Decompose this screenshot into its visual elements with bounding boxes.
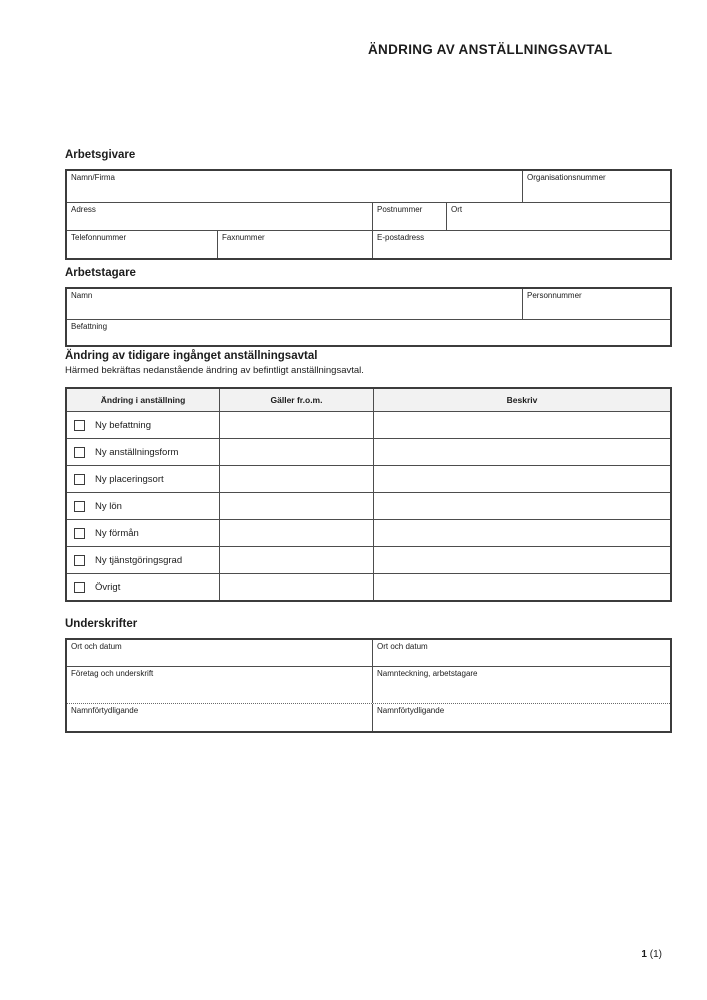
column-header-andring: Ändring i anställning: [100, 395, 186, 405]
organisationsnummer-label: Organisationsnummer: [527, 173, 606, 182]
galler-from-input-cell[interactable]: [219, 439, 373, 465]
namnfortydligande-label: Namnförtydligande: [377, 706, 445, 715]
page-number-total: (1): [649, 949, 662, 960]
signatures-table: [65, 638, 672, 733]
employer-table: [65, 169, 672, 260]
change-option-cell: [67, 439, 219, 465]
change-row-ny-befattning: [67, 411, 670, 438]
galler-from-input-cell[interactable]: [219, 412, 373, 438]
field-namnteckning-arbetstagare[interactable]: [372, 667, 670, 703]
field-namnfortydligande-employer[interactable]: [67, 704, 372, 731]
beskriv-input-cell[interactable]: [373, 547, 670, 573]
beskriv-input-cell[interactable]: [373, 493, 670, 519]
field-foretag-underskrift[interactable]: [67, 667, 372, 703]
changes-section-heading: Ändring av tidigare ingånget anställningsavtal: [65, 350, 318, 362]
beskriv-input-cell[interactable]: [373, 466, 670, 492]
page-title: ÄNDRING AV ANSTÄLLNINGSAVTAL: [368, 42, 613, 57]
employee-section-heading: Arbetstagare: [65, 267, 136, 279]
page-number: [560, 949, 662, 960]
foretag-underskrift-label: Företag och underskrift: [71, 669, 154, 678]
checkbox-ny-lon[interactable]: [74, 501, 85, 512]
change-option-label: Ny befattning: [95, 419, 151, 431]
ort-label: Ort: [451, 205, 463, 214]
checkbox-ny-forman[interactable]: [74, 528, 85, 539]
changes-subtitle: Härmed bekräftas nedanstående ändring av befintligt anställningsavtal.: [65, 365, 364, 376]
change-option-label: Ny placeringsort: [95, 473, 164, 485]
namn-firma-label: Namn/Firma: [71, 173, 116, 182]
checkbox-ny-tjanstgoringsgrad[interactable]: [74, 555, 85, 566]
field-epostadress[interactable]: [372, 231, 670, 258]
galler-from-input-cell[interactable]: [219, 520, 373, 546]
beskriv-input-cell[interactable]: [373, 412, 670, 438]
namnteckning-label: Namnteckning, arbetstagare: [377, 669, 478, 678]
change-row-ny-forman: [67, 519, 670, 546]
adress-label: Adress: [71, 205, 96, 214]
change-row-ny-placeringsort: [67, 465, 670, 492]
signatures-section-heading: Underskrifter: [65, 618, 138, 630]
field-telefonnummer[interactable]: [67, 231, 217, 258]
epostadress-label: E-postadress: [377, 233, 425, 242]
beskriv-input-cell[interactable]: [373, 574, 670, 600]
field-personnummer[interactable]: [522, 289, 670, 319]
employee-table: [65, 287, 672, 347]
ort-datum-label: Ort och datum: [71, 642, 122, 651]
field-namn-firma[interactable]: [67, 171, 522, 202]
befattning-label: Befattning: [71, 322, 108, 331]
galler-from-input-cell[interactable]: [219, 547, 373, 573]
field-adress[interactable]: [67, 203, 372, 230]
employer-section-heading: Arbetsgivare: [65, 149, 136, 161]
column-header-beskriv: Beskriv: [373, 389, 670, 411]
change-option-cell: [67, 520, 219, 546]
change-row-ny-lon: [67, 492, 670, 519]
namnfortydligande-label: Namnförtydligande: [71, 706, 139, 715]
field-ort[interactable]: [446, 203, 670, 230]
namn-label: Namn: [71, 291, 93, 300]
personnummer-label: Personnummer: [527, 291, 582, 300]
faxnummer-label: Faxnummer: [222, 233, 265, 242]
galler-from-input-cell[interactable]: [219, 466, 373, 492]
checkbox-ny-anstallningsform[interactable]: [74, 447, 85, 458]
field-befattning[interactable]: [67, 320, 670, 345]
field-namn[interactable]: [67, 289, 522, 319]
change-option-label: Ny tjänstgöringsgrad: [95, 554, 183, 566]
change-option-label: Ny förmån: [95, 527, 139, 539]
postnummer-label: Postnummer: [377, 205, 423, 214]
change-option-cell: [67, 412, 219, 438]
field-ort-datum-employer[interactable]: [67, 640, 372, 666]
field-namnfortydligande-employee[interactable]: [372, 704, 670, 731]
change-row-ny-anstallningsform: [67, 438, 670, 465]
change-option-cell: [67, 466, 219, 492]
ort-datum-label: Ort och datum: [377, 642, 428, 651]
checkbox-ovrigt[interactable]: [74, 582, 85, 593]
field-organisationsnummer[interactable]: [522, 171, 670, 202]
galler-from-input-cell[interactable]: [219, 493, 373, 519]
page-number-current: 1: [641, 949, 647, 960]
changes-table: [65, 387, 672, 602]
telefonnummer-label: Telefonnummer: [71, 233, 127, 242]
change-row-ovrigt: [67, 573, 670, 600]
change-row-ny-tjanstgoringsgrad: [67, 546, 670, 573]
galler-from-input-cell[interactable]: [219, 574, 373, 600]
change-option-cell: [67, 547, 219, 573]
change-option-label: Ny anställningsform: [95, 446, 179, 458]
column-header-galler-from: Gäller fr.o.m.: [219, 389, 373, 411]
beskriv-input-cell[interactable]: [373, 439, 670, 465]
changes-header-row: [67, 389, 670, 411]
checkbox-ny-placeringsort[interactable]: [74, 474, 85, 485]
checkbox-ny-befattning[interactable]: [74, 420, 85, 431]
change-option-label: Ny lön: [95, 500, 122, 512]
field-ort-datum-employee[interactable]: [372, 640, 670, 666]
change-option-cell: [67, 493, 219, 519]
field-faxnummer[interactable]: [217, 231, 372, 258]
change-option-label: Övrigt: [95, 581, 121, 593]
change-option-cell: [67, 574, 219, 600]
field-postnummer[interactable]: [372, 203, 446, 230]
beskriv-input-cell[interactable]: [373, 520, 670, 546]
